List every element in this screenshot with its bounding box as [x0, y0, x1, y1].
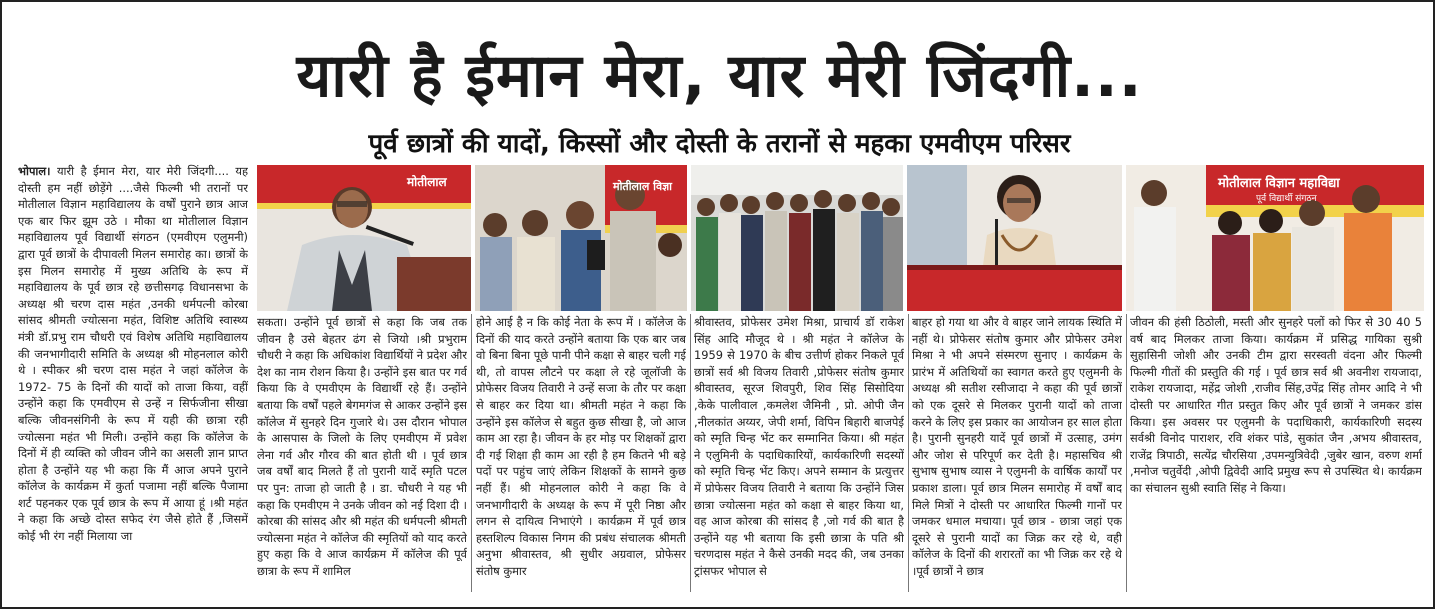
column-divider: [471, 314, 472, 592]
photo-5-banner: मोतीलाल विज्ञान महाविद्या: [1218, 176, 1340, 191]
article-column-6: जीवन की हंसी ठिठोली, मस्ती और सुनहरे पलों को फिर से 30 40 5 वर्ष बाद मिलकर ताजा किया। कार्यक्रम में प्रसिद्ध गायिका सुश्री सुहासिनी जोशी और उनकी टीम द्वारा सरस्वती वंदना और फिल्मी फिल्मी गीतों की प्रस्तुति की गई । पूर्व छात्र सर्व श्री अवनीश रायजादा, राकेश रायजादा, महेंद्र जोशी ,राजीव सिंह,उपेंद्र सिंह तोमर आदि ने भी दोस्ती पर आधारित गीत प्रस्तुत किए और पूर्व छात्रों ने जमकर डांस किया। इस अवसर पर एलुमनी के पदाधिकारी, कार्यकारिणी सदस्य सर्वश्री विनोद पाराशर, रवि शंकर पांडे, सुकांत जैन ,अभय श्रीवास्तव, राजेंद्र त्रिपाठी, सत्येंद्र चौरसिया ,उपमन्युत्रिवेदी ,जुबेर खान, वरुण शर्मा ,मनोज चतुर्वेदी ,ओपी द्विवेदी आदि प्रमुख रूप से उपस्थित थे। कार्यक्रम का संचालन सुश्री स्वाति सिंह ने किया।: [1130, 315, 1422, 495]
article-column-2: सकता। उन्होंने पूर्व छात्रों से कहा कि जब तक जीवन है उसे बेहतर ढंग से जियो ।श्री प्रभुराम चौधरी ने कहा कि अधिकांश विद्यार्थियों ने प्रदेश और देश का नाम रोशन किया है। उन्होंने इस बात पर गर्व किया कि वे एमवीएम के विद्यार्थी रहे हैं। उन्होंने बताया कि वर्षों पहले बेगमगंज से आकर उन्होंने इस कॉलेज में सुनहरे दिन गुजारे थे। उस दौरान भोपाल के आसपास के जिलो के लिए एमवीएम में प्रवेश लेना गर्व और गौरव की बात होती थी । पूर्व छात्र जब वर्षों बाद मिलते हैं तो पुरानी यादें स्मृति पटल पर पुन: ताजा हो जाती है । डा. चौधरी ने यह भी कहा कि एमवीएम ने उनके जीवन को नई दिशा दी । कोरबा की सांसद और श्री महंत की धर्मपत्नी श्रीमती ज्योत्सना महंत ने कॉलेज की स्मृतियों को याद करते हुए कहा कि वे आज कार्यक्रम में कॉलेज की पूर्व छात्रा के रूप में शामिल: [257, 315, 467, 578]
photo-woman-speaking: [907, 165, 1122, 311]
article-column-4: श्रीवास्तव, प्रोफेसर उमेश मिश्रा, प्राचार्य डॉ राकेश सिंह आदि मौजूद थे । श्री महंत ने कॉलेज के 1959 से 1970 के बीच उत्तीर्ण होकर निकले पूर्व छात्रों सर्व श्री विजय तिवारी ,प्रोफेसर संतोष कुमार श्रीवास्तव, सूरज शिवपुरी, शिव सिंह सिसोदिया ,केके पालीवाल ,कमलेश जैमिनी , प्रो. ओपी जैन ,नीलकांत अय्यर, जेपी शर्मा, विपिन बिहारी बाजपेई को स्मृति चिन्ह भेंट कर सम्मानित किया। श्री महंत ने एलुमिनी के पदाधिकारियों, कार्यकारिणी सदस्यों को स्मृति चिन्ह भेंट किए। अपने सम्मान के प्रत्युत्तर में प्रोफेसर विजय तिवारी ने बताया कि उन्होंने जिस छात्रा ज्योत्सना महंत को कक्षा से बाहर किया था, वह आज कोरबा की सांसद है ,जो गर्व की बात है उन्होंने यह भी बताया कि इसी छात्रा के पति श्री चरणदास महंत ने कैसे उनकी मदद की, जब उनका ट्रांसफर भोपाल से: [694, 315, 904, 578]
article-column-5: बाहर हो गया था और वे बाहर जाने लायक स्थिति में नहीं थे। प्रोफेसर संतोष कुमार और प्रोफेसर उमेश मिश्रा ने भी अपने संस्मरण सुनाए । कार्यक्रम के प्रारंभ में अतिथियों का स्वागत करते हुए एलुमनी के अध्यक्ष श्री सतीश रसीजादा ने कहा की पूर्व छात्रों को एक दूसरे से मिलकर पुरानी यादों को ताजा करने के लिए इस प्रकार का आयोजन हर साल होता है। पुरानी सुनहरी यादें पूर्व छात्रों में उत्साह, उमंग और जोश से परिपूर्ण कर देती है। महासचिव श्री सुभाष सुभाष व्यास ने एलुमनी के वार्षिक कार्यों पर प्रकाश डाला। पूर्व छात्र मिलन समारोह में वर्षों बाद मिले मित्रों ने दोस्ती पर आधारित फिल्मी गानों पर जमकर धमाल मचाया। पूर्व छात्र - छात्रा जहां एक दूसरे से पुरानी यादों का जिक्र कर रहे थे, वही कॉलेज के दिनों की शरारतों का भी जिक्र कर रहे थे ।पूर्व छात्रों ने छात्र: [912, 315, 1122, 578]
headline: यारी है ईमान मेरा, यार मेरी जिंदगी...: [296, 41, 1143, 111]
article-column-1: [18, 163, 248, 593]
photo-memento: [475, 165, 687, 311]
article-column-3: होने आई है न कि कोई नेता के रूप में । कॉलेज के दिनों की याद करते उन्होंने बताया कि एक बार जब वो बिना बिना पूछे पानी पीने कक्षा से बाहर चली गई थी, तो वापस लौटने पर कक्षा ले रहे जूलॉजी के प्रोफेसर विजय तिवारी ने उन्हें सजा के तौर पर कक्षा से बाहर कर दिया था। श्रीमती महंत ने कहा कि उन्होंने इस कॉलेज से बहुत कुछ सीखा है, जो आज काम आ रहा है। जीवन के हर मोड़ पर शिक्षकों द्वारा दी गई शिक्षा ही काम आ रही है हम कितने भी बड़े पदों पर पहुंच जाएं लेकिन शिक्षकों के सामने कुछ नहीं हैं। श्री मोहनलाल कोरी ने कहा कि वे जनभागीदारी के अध्यक्ष के रूप में पूरी निष्ठा और लगन से दायित्व निभाएंगे । कार्यक्रम में पूर्व छात्र हस्तशिल्प विकास निगम की प्रबंध संचालक श्रीमती अनुभा श्रीवास्तव, श्री सुधीर अग्रवाल, प्रोफेसर संतोष कुमार: [476, 315, 686, 578]
column-divider: [690, 314, 691, 592]
photo-2-banner: मोतीलाल विज्ञा: [613, 180, 673, 193]
photo-1-banner: मोतीलाल: [407, 175, 447, 189]
column-divider: [1126, 314, 1127, 592]
photo-strip: [257, 165, 1424, 311]
photo-group-alumni: [691, 165, 903, 311]
column-divider: [908, 314, 909, 592]
subheadline: पूर्व छात्रों की यादों, किस्सों और दोस्ती के तरानों से महका एमवीएम परिसर: [368, 129, 1071, 159]
photo-speaker-podium: [257, 165, 471, 311]
photo-stage-singers: [1126, 165, 1424, 311]
dateline: भोपाल।: [18, 164, 51, 178]
column-1-text: यारी है ईमान मेरा, यार मेरी जिंदगी.... यह दोस्ती हम नहीं छोड़ेंगे ....जैसे फिल्मी भी तरानों पर मोतीलाल विज्ञान महाविद्यालय के वर्षों पुराने छात्र आज एक बार फिर झूम उठे । मौका था मोतीलाल विज्ञान महाविद्यालय पूर्व विद्यार्थी संगठन (एमवीएम एलुमनी) द्वारा पूर्व छात्रों के दीपावली मिलन समारोह का। छात्रों के इस मिलन समारोह में मुख्य अतिथि के रूप में महाविद्यालय के पूर्व छात्र रहे छत्तीसगढ़ विधानसभा के अध्यक्ष श्री चरण दास महंत ,उनकी धर्मपत्नी कोरबा सांसद श्रीमती ज्योत्सना महंत, विशिष्ट अतिथि स्वास्थ्य मंत्री डॉ.प्रभु राम चौधरी एवं विशेष अतिथि महाविद्यालय की जनभागीदारी समिति के अध्यक्ष श्री मोहनलाल कोरी थे । स्पीकर श्री चरण दास महंत ने जहां कॉलेज के 1972- 75 के दिनों की यादों को ताजा किया, वहीं उन्होंने कहा कि एमवीएम से उन्हें न सिर्फजीना सीखा बल्कि जीवनसंगिनी के रूप में यही की छात्रा रही ज्योत्सना महंत भी मिली। उन्होंने कहा कि कॉलेज के दिनों में ही व्यक्ति को जीवन जीने का असली ज्ञान प्राप्त होता है उन्होंने यह भी कहा कि मैं आज अपने पुराने कॉलेज के कार्यक्रम में कुर्ता पजामा नहीं बल्कि पैजामा शर्ट पहनकर एक पूर्व छात्र के रूप में आया हूं ।श्री महंत ने कहा कि अच्छे दोस्त सफेद रंग जैसे होते हैं ,जिसमें कोई भी रंग नहीं मिलाया जा: [18, 164, 248, 544]
photo-5-banner-sub: पूर्व विद्यार्थी संगठन: [1256, 194, 1317, 204]
